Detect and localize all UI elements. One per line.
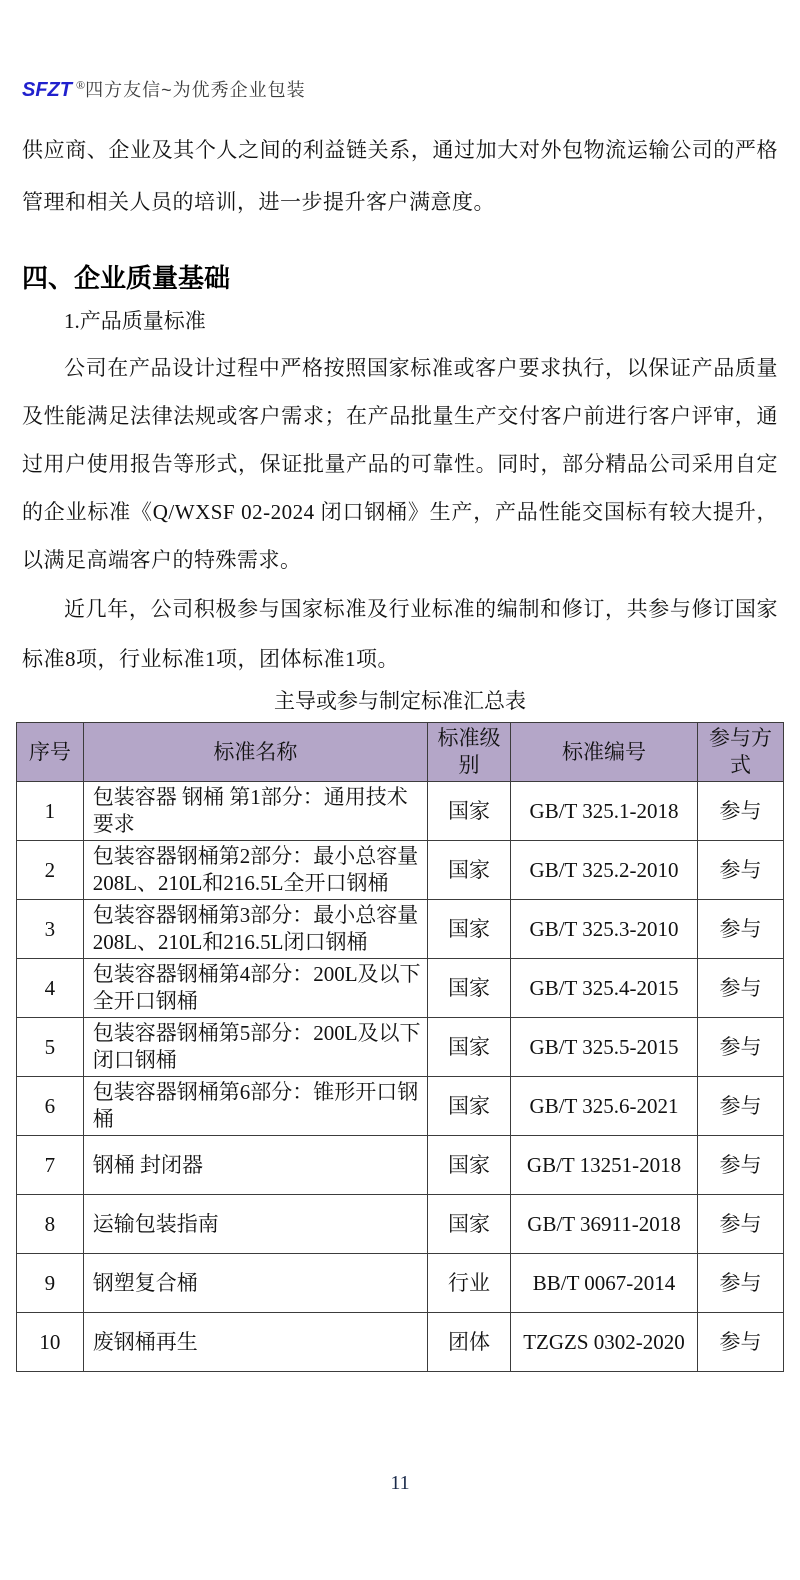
table-cell: 8 — [17, 1195, 84, 1254]
table-cell: 行业 — [428, 1254, 511, 1313]
table-cell: GB/T 36911-2018 — [510, 1195, 697, 1254]
table-cell: 参与 — [698, 1136, 784, 1195]
table-cell: 国家 — [428, 1136, 511, 1195]
table-row — [17, 1077, 784, 1136]
table-cell: 废钢桶再生 — [83, 1313, 427, 1372]
document-page — [16, 76, 784, 1580]
column-header-number: 标准编号 — [510, 723, 697, 782]
table-cell: 7 — [17, 1136, 84, 1195]
table-cell: 参与 — [698, 1313, 784, 1372]
table-caption: 主导或参与制定标准汇总表 — [274, 689, 526, 713]
table-cell: 9 — [17, 1254, 84, 1313]
table-cell: 参与 — [698, 1077, 784, 1136]
brand-tagline: 四方友信~为优秀企业包装 — [85, 80, 306, 100]
table-cell: 3 — [17, 900, 84, 959]
table-cell: 包装容器钢桶第4部分：200L及以下全开口钢桶 — [83, 959, 427, 1018]
column-header-role: 参与方式 — [698, 723, 784, 782]
column-header-level: 标准级别 — [428, 723, 511, 782]
paragraph-intro: 供应商、企业及其个人之间的利益链关系，通过加大对外包物流运输公司的严格管理和相关人员的培训，进一步提升客户满意度。 — [22, 138, 778, 214]
page-header — [22, 76, 784, 102]
paragraph-quality: 公司在产品设计过程中严格按照国家标准或客户要求执行，以保证产品质量及性能满足法律法规或客户需求；在产品批量生产交付客户前进行客户评审，通过用户使用报告等形式，保证批量产品的可靠性。同时，部分精品公司采用自定的企业标准《Q/WXSF 02-2024 闭口钢桶》生产，产品性能交国标有较大提升，以满足高端客户的特殊需求。 — [22, 356, 778, 572]
table-cell: 包装容器钢桶第6部分：锥形开口钢桶 — [83, 1077, 427, 1136]
table-cell: GB/T 13251-2018 — [510, 1136, 697, 1195]
table-cell: 国家 — [428, 782, 511, 841]
table-cell: TZGZS 0302-2020 — [510, 1313, 697, 1372]
table-cell: 包装容器钢桶第5部分：200L及以下闭口钢桶 — [83, 1018, 427, 1077]
table-cell: 钢塑复合桶 — [83, 1254, 427, 1313]
table-cell: GB/T 325.3-2010 — [510, 900, 697, 959]
table-cell: GB/T 325.1-2018 — [510, 782, 697, 841]
column-header-name: 标准名称 — [83, 723, 427, 782]
section-title: 四、企业质量基础 — [22, 263, 231, 293]
table-cell: 参与 — [698, 1195, 784, 1254]
table-cell: GB/T 325.6-2021 — [510, 1077, 697, 1136]
table-cell: GB/T 325.2-2010 — [510, 841, 697, 900]
table-cell: 参与 — [698, 841, 784, 900]
table-cell: 国家 — [428, 959, 511, 1018]
table-cell: 6 — [17, 1077, 84, 1136]
brand-logo-text: SFZT — [22, 79, 72, 101]
standards-table — [16, 722, 784, 1372]
table-cell: 国家 — [428, 1195, 511, 1254]
page-number: 11 — [390, 1472, 410, 1494]
table-header-row — [17, 723, 784, 782]
table-row — [17, 900, 784, 959]
registered-trademark-icon: ® — [76, 78, 86, 92]
paragraph-standards: 近几年，公司积极参与国家标准及行业标准的编制和修订，共参与修订国家标准8项，行业标准1项，团体标准1项。 — [22, 597, 778, 671]
table-cell: 钢桶 封闭器 — [83, 1136, 427, 1195]
table-row — [17, 782, 784, 841]
table-cell: GB/T 325.5-2015 — [510, 1018, 697, 1077]
table-cell: 1 — [17, 782, 84, 841]
table-cell: 参与 — [698, 782, 784, 841]
standards-table-head — [17, 723, 784, 782]
table-cell: 10 — [17, 1313, 84, 1372]
table-row — [17, 841, 784, 900]
table-cell: 参与 — [698, 1254, 784, 1313]
table-cell: 国家 — [428, 900, 511, 959]
table-cell: 包装容器钢桶第2部分：最小总容量208L、210L和216.5L全开口钢桶 — [83, 841, 427, 900]
table-cell: 国家 — [428, 1077, 511, 1136]
standards-table-body — [17, 782, 784, 1372]
table-cell: 2 — [17, 841, 84, 900]
table-cell: 国家 — [428, 841, 511, 900]
table-row — [17, 1136, 784, 1195]
table-cell: 团体 — [428, 1313, 511, 1372]
table-cell: 包装容器 钢桶 第1部分：通用技术要求 — [83, 782, 427, 841]
subsection-title: 1.产品质量标准 — [64, 309, 206, 333]
table-cell: BB/T 0067-2014 — [510, 1254, 697, 1313]
table-cell: 参与 — [698, 959, 784, 1018]
table-row — [17, 1018, 784, 1077]
table-cell: 5 — [17, 1018, 84, 1077]
table-cell: GB/T 325.4-2015 — [510, 959, 697, 1018]
table-cell: 参与 — [698, 900, 784, 959]
table-row — [17, 1254, 784, 1313]
table-row — [17, 959, 784, 1018]
table-cell: 运输包装指南 — [83, 1195, 427, 1254]
table-cell: 4 — [17, 959, 84, 1018]
table-cell: 参与 — [698, 1018, 784, 1077]
column-header-index: 序号 — [17, 723, 84, 782]
table-row — [17, 1313, 784, 1372]
table-row — [17, 1195, 784, 1254]
table-cell: 包装容器钢桶第3部分：最小总容量208L、210L和216.5L闭口钢桶 — [83, 900, 427, 959]
table-cell: 国家 — [428, 1018, 511, 1077]
